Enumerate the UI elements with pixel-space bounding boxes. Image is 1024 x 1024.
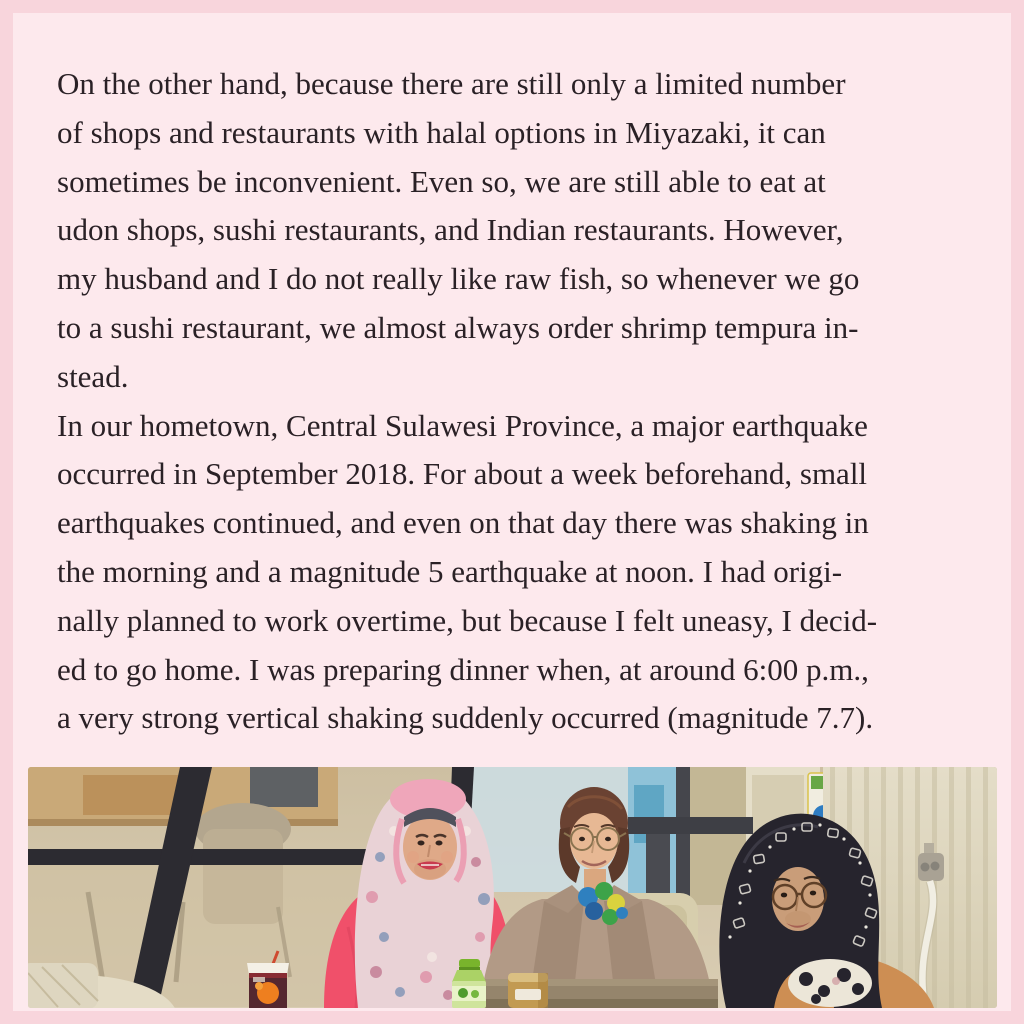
text-line: stead. <box>57 358 129 394</box>
text-line: ed to go home. I was preparing dinner when, at around 6:00 p.m., <box>57 651 869 687</box>
cafe-table <box>456 979 718 1008</box>
text-line: to a sushi restaurant, we almost always order shrimp tempura in- <box>57 309 859 345</box>
text-line: occurred in September 2018. For about a week beforehand, small <box>57 456 868 492</box>
text-line: In our hometown, Central Sulawesi Province, a major earthquake <box>57 407 868 443</box>
text-line: sometimes be inconvenient. Even so, we are still able to eat at <box>57 163 826 199</box>
essay-text <box>57 60 972 743</box>
cafe-photo <box>28 767 997 1008</box>
text-line: On the other hand, because there are still only a limited number <box>57 66 846 101</box>
text-line: earthquakes continued, and even on that day there was shaking in <box>57 505 869 541</box>
text-line: my husband and I do not really like raw fish, so whenever we go <box>57 261 860 297</box>
text-line: of shops and restaurants with halal options in Miyazaki, it can <box>57 114 826 150</box>
text-line: nally planned to work overtime, but because I felt uneasy, I decid- <box>57 602 878 638</box>
text-line: a very strong vertical shaking suddenly occurred (magnitude 7.7). <box>57 700 874 736</box>
text-line: udon shops, sushi restaurants, and Indian restaurants. However, <box>57 212 844 248</box>
gold-canister <box>508 973 548 1008</box>
text-line: the morning and a magnitude 5 earthquake at noon. I had origi- <box>57 553 843 589</box>
